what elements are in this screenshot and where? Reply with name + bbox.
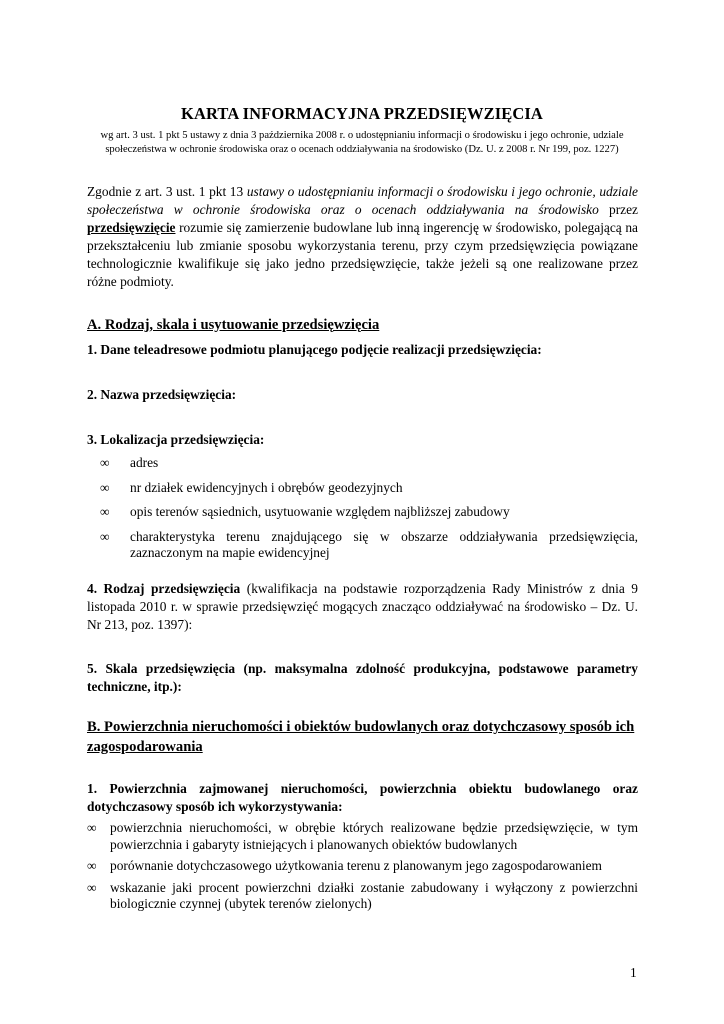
document-title: KARTA INFORMACYJNA PRZEDSIĘWZIĘCIA — [181, 104, 543, 123]
intro-act-title: ustawy o udostępnianiu informacji o środowisku i jego ochronie, udziale społeczeństwa w ochronie środowiska oraz o ocenach oddziaływania na środowisko — [87, 184, 638, 218]
intro-paragraph — [87, 183, 638, 292]
infinity-bullet-icon: ∞ — [87, 858, 97, 873]
list-item: ∞ porównanie dotychczasowego użytkowania terenu z planowanym jego zagospodarowaniem — [87, 858, 602, 873]
section-b-question-1: 1. Powierzchnia zajmowanej nieruchomości, powierzchnia obiektu budowlanego oraz dotychczasowy sposób ich wykorzystywania: — [87, 781, 638, 814]
section-a-question-4 — [87, 580, 638, 634]
list-item: ∞ opis terenów sąsiednich, usytuowanie względem najbliższej zabudowy — [100, 504, 510, 519]
intro-term: przedsięwzięcie — [87, 220, 176, 236]
infinity-bullet-icon: ∞ — [87, 820, 97, 835]
list-item: ∞ charakterystyka terenu znajdującego się w obszarze oddziaływania przedsięwzięcia, zaznaczonym na mapie ewidencyjnej — [100, 528, 638, 560]
list-item: ∞ adres — [100, 455, 159, 470]
area-list — [87, 820, 638, 913]
section-a-question-5: 5. Skala przedsięwzięcia (np. maksymalna zdolność produkcyjna, podstawowe parametry techniczne, itp.): — [87, 661, 638, 694]
intro-rest: rozumie się zamierzenie budowlane lub inną ingerencję w środowisko, polegającą na przekształceniu lub zmianie sposobu wykorzystania terenu, przy czym przedsięwzięcia powiązane technologicznie kwalifikuje się jako jedno przedsięwzięcie, także jeżeli są one realizowane przez różne podmioty. — [87, 220, 638, 290]
list-item: ∞ wskazanie jaki procent powierzchni działki zostanie zabudowany i wyłączony z powierzchni biologicznie czynnej (ubytek terenów zielonych) — [87, 879, 638, 911]
section-a-heading: A. Rodzaj, skala i usytuowanie przedsięwzięcia — [87, 317, 380, 333]
infinity-bullet-icon: ∞ — [87, 879, 97, 895]
list-item: ∞ powierzchnia nieruchomości, w obrębie których realizowane będzie przedsięwzięcie, w tym powierzchnia i gabaryty istniejących i planowanych obiektów budowlanych — [87, 820, 638, 852]
section-a-question-3: 3. Lokalizacja przedsięwzięcia: — [87, 432, 265, 447]
infinity-bullet-icon: ∞ — [100, 504, 110, 519]
list-item: ∞ nr działek ewidencyjnych i obrębów geodezyjnych — [100, 479, 403, 495]
section-b-heading: B. Powierzchnia nieruchomości i obiektów budowlanych oraz dotychczasowy sposób ich zagospodarowania — [87, 719, 635, 755]
question-4-label: 4. Rodzaj przedsięwzięcia — [87, 581, 241, 596]
document-subtitle: wg art. 3 ust. 1 pkt 5 ustawy z dnia 3 października 2008 r. o udostępnianiu informacji o środowisku i jego ochronie, udziale społeczeństwa w ochronie środowiska oraz o ocenach oddziaływania na środowisko (Dz. U. z 2008 r. Nr 199, poz. 1227) — [100, 130, 624, 155]
location-list — [87, 455, 638, 562]
infinity-bullet-icon: ∞ — [100, 479, 110, 495]
question-4-detail: (kwalifikacja na podstawie rozporządzenia Rady Ministrów z dnia 9 listopada 2010 r. w sprawie przedsięwzięć mogących znacząco oddziaływać na środowisko – Dz. U. Nr 213, poz. 1397): — [87, 581, 638, 632]
infinity-bullet-icon: ∞ — [100, 455, 110, 470]
intro-through: przez — [598, 202, 638, 218]
section-a-question-1: 1. Dane teleadresowe podmiotu planującego podjęcie realizacji przedsięwzięcia: — [87, 342, 542, 357]
infinity-bullet-icon: ∞ — [100, 528, 110, 544]
section-a-question-2: 2. Nazwa przedsięwzięcia: — [87, 387, 237, 402]
page-number: 1 — [630, 965, 637, 980]
intro-lead: Zgodnie z art. 3 ust. 1 pkt 13 — [87, 184, 247, 199]
